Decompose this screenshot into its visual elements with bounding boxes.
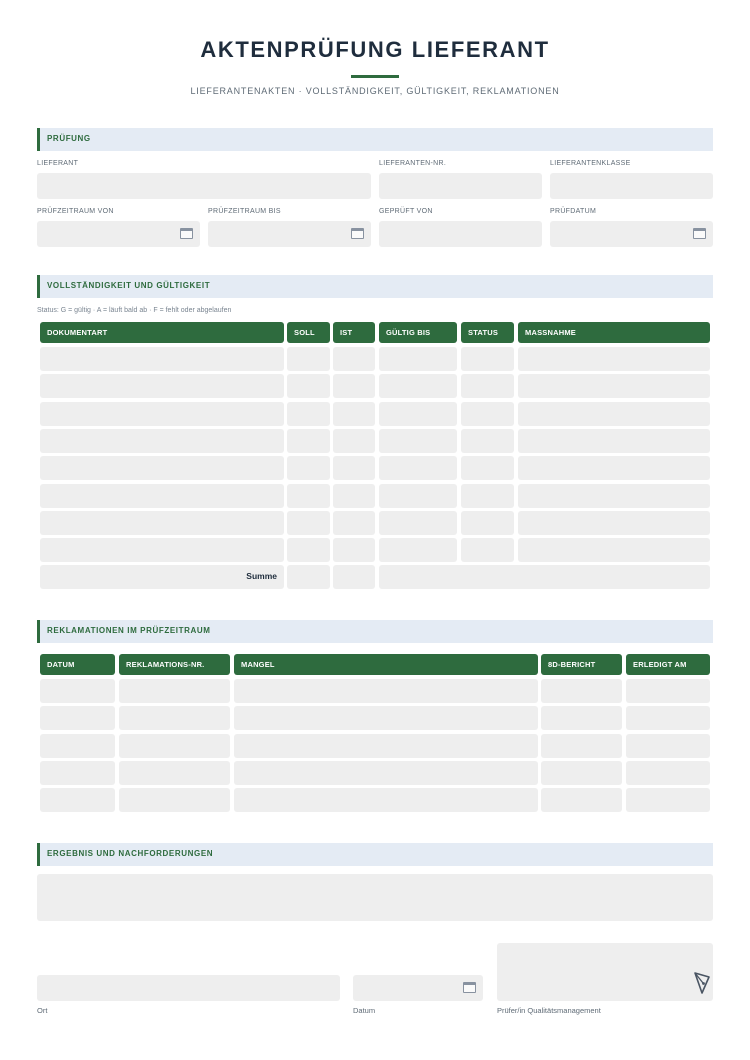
- table-cell[interactable]: [379, 429, 457, 453]
- label-zeitraum-von: PRÜFZEITRAUM VON: [37, 208, 114, 215]
- section-pruefung-heading: [37, 128, 713, 151]
- table-cell[interactable]: [40, 788, 115, 812]
- section-title: REKLAMATIONEN IM PRÜFZEITRAUM: [47, 626, 211, 635]
- table-cell[interactable]: [379, 456, 457, 480]
- lieferanten-nr-field[interactable]: [379, 173, 542, 199]
- ort-label: Ort: [37, 1006, 48, 1015]
- table-cell[interactable]: [518, 511, 710, 535]
- column-header: STATUS: [461, 322, 514, 343]
- geprueft-von-field[interactable]: [379, 221, 542, 247]
- table-cell[interactable]: [518, 484, 710, 508]
- pen-nib-icon: [693, 971, 711, 995]
- section-vollstaendigkeit-heading: [37, 275, 713, 298]
- section-reklamationen-heading: [37, 620, 713, 643]
- document-subtitle: LIEFERANTENAKTEN · VOLLSTÄNDIGKEIT, GÜLTIGKEIT, REKLAMATIONEN: [190, 86, 560, 96]
- table-cell[interactable]: [518, 456, 710, 480]
- section-ergebnis-heading: [37, 843, 713, 866]
- table-cell[interactable]: [40, 374, 284, 398]
- table-cell[interactable]: [333, 511, 375, 535]
- table-cell[interactable]: [234, 788, 538, 812]
- table-cell[interactable]: [461, 511, 514, 535]
- table-cell[interactable]: [287, 402, 330, 426]
- table-cell[interactable]: [626, 706, 710, 730]
- table-cell[interactable]: [541, 734, 622, 758]
- label-lieferant: LIEFERANT: [37, 160, 79, 167]
- title-underline: [351, 75, 399, 78]
- table-cell[interactable]: [518, 402, 710, 426]
- table-cell[interactable]: [626, 788, 710, 812]
- table-cell[interactable]: [541, 788, 622, 812]
- column-header: MANGEL: [234, 654, 538, 675]
- table-cell[interactable]: [518, 374, 710, 398]
- status-legend: Status: G = gültig · A = läuft bald ab · F = fehlt oder abgelaufen: [37, 307, 232, 314]
- signature-field[interactable]: [497, 943, 713, 1001]
- table-cell[interactable]: [119, 679, 230, 703]
- table-cell[interactable]: [287, 484, 330, 508]
- table-cell[interactable]: [40, 402, 284, 426]
- table-cell[interactable]: [379, 347, 457, 371]
- label-lieferantenklasse: LIEFERANTENKLASSE: [550, 160, 631, 167]
- table-cell[interactable]: [379, 484, 457, 508]
- table-cell[interactable]: [234, 761, 538, 785]
- label-zeitraum-bis: PRÜFZEITRAUM BIS: [208, 208, 281, 215]
- table-cell[interactable]: [333, 402, 375, 426]
- column-header: DOKUMENTART: [40, 322, 284, 343]
- table-cell[interactable]: [379, 374, 457, 398]
- table-cell[interactable]: [119, 706, 230, 730]
- table-cell[interactable]: [287, 456, 330, 480]
- soll-sum-cell[interactable]: [287, 565, 330, 589]
- table-cell[interactable]: [234, 734, 538, 758]
- column-header: REKLAMATIONS-NR.: [119, 654, 230, 675]
- column-header: IST: [333, 322, 375, 343]
- datum-label: Datum: [353, 1006, 376, 1015]
- table-cell[interactable]: [119, 788, 230, 812]
- table-cell[interactable]: [119, 734, 230, 758]
- column-header: 8D-BERICHT: [541, 654, 622, 675]
- table-cell[interactable]: [40, 347, 284, 371]
- table-cell[interactable]: [333, 374, 375, 398]
- datum-date-field[interactable]: [353, 975, 483, 1001]
- sum-remainder-cell: [379, 565, 710, 589]
- table-cell[interactable]: [461, 402, 514, 426]
- ergebnis-textarea[interactable]: [37, 874, 713, 921]
- label-lieferanten-nr: LIEFERANTEN-NR.: [379, 160, 447, 167]
- ist-sum-cell[interactable]: [333, 565, 375, 589]
- table-cell[interactable]: [40, 511, 284, 535]
- zeitraum-bis-date-field[interactable]: [208, 221, 371, 247]
- section-title: ERGEBNIS UND NACHFORDERUNGEN: [47, 849, 214, 858]
- table-cell[interactable]: [333, 429, 375, 453]
- table-cell[interactable]: [333, 456, 375, 480]
- table-cell[interactable]: [333, 347, 375, 371]
- table-cell[interactable]: [40, 761, 115, 785]
- sum-label: Summe: [246, 571, 277, 581]
- table-cell[interactable]: [461, 456, 514, 480]
- table-cell[interactable]: [287, 347, 330, 371]
- table-cell[interactable]: [541, 761, 622, 785]
- table-cell[interactable]: [518, 538, 710, 562]
- table-cell[interactable]: [287, 374, 330, 398]
- table-cell[interactable]: [626, 734, 710, 758]
- table-cell[interactable]: [234, 706, 538, 730]
- table-cell[interactable]: [40, 456, 284, 480]
- calendar-icon[interactable]: [351, 228, 364, 239]
- table-cell[interactable]: [518, 429, 710, 453]
- table-cell[interactable]: [287, 511, 330, 535]
- table-cell[interactable]: [40, 679, 115, 703]
- table-cell[interactable]: [287, 538, 330, 562]
- column-header: SOLL: [287, 322, 330, 343]
- table-cell[interactable]: [626, 679, 710, 703]
- table-cell[interactable]: [461, 484, 514, 508]
- table-cell[interactable]: [541, 679, 622, 703]
- table-cell[interactable]: [333, 484, 375, 508]
- table-cell[interactable]: [333, 538, 375, 562]
- calendar-icon[interactable]: [693, 228, 706, 239]
- column-header: MASSNAHME: [518, 322, 710, 343]
- section-title: VOLLSTÄNDIGKEIT UND GÜLTIGKEIT: [47, 281, 211, 290]
- table-cell[interactable]: [541, 706, 622, 730]
- table-cell[interactable]: [379, 402, 457, 426]
- lieferant-field[interactable]: [37, 173, 371, 199]
- table-cell[interactable]: [379, 538, 457, 562]
- lieferantenklasse-field[interactable]: [550, 173, 713, 199]
- document-title: AKTENPRÜFUNG LIEFERANT: [200, 37, 550, 62]
- table-cell[interactable]: [40, 538, 284, 562]
- table-cell[interactable]: [234, 679, 538, 703]
- table-cell[interactable]: [287, 429, 330, 453]
- table-cell[interactable]: [461, 374, 514, 398]
- table-cell[interactable]: [461, 429, 514, 453]
- calendar-icon[interactable]: [463, 982, 476, 993]
- column-header: GÜLTIG BIS: [379, 322, 457, 343]
- table-cell[interactable]: [40, 734, 115, 758]
- table-cell[interactable]: [40, 706, 115, 730]
- table-cell[interactable]: [40, 429, 284, 453]
- table-cell[interactable]: [40, 484, 284, 508]
- pruefer-label: Prüfer/in Qualitätsmanagement: [497, 1006, 601, 1015]
- table-cell[interactable]: [379, 511, 457, 535]
- label-pruefdatum: PRÜFDATUM: [550, 208, 597, 215]
- section-title: PRÜFUNG: [47, 134, 91, 143]
- table-cell[interactable]: [626, 761, 710, 785]
- pruefdatum-date-field[interactable]: [550, 221, 713, 247]
- table-cell[interactable]: [461, 347, 514, 371]
- zeitraum-von-date-field[interactable]: [37, 221, 200, 247]
- table-cell[interactable]: [518, 347, 710, 371]
- ort-field[interactable]: [37, 975, 340, 1001]
- label-geprueft-von: GEPRÜFT VON: [379, 208, 433, 215]
- table-cell[interactable]: [119, 761, 230, 785]
- table-cell[interactable]: [461, 538, 514, 562]
- column-header: ERLEDIGT AM: [626, 654, 710, 675]
- column-header: DATUM: [40, 654, 115, 675]
- calendar-icon[interactable]: [180, 228, 193, 239]
